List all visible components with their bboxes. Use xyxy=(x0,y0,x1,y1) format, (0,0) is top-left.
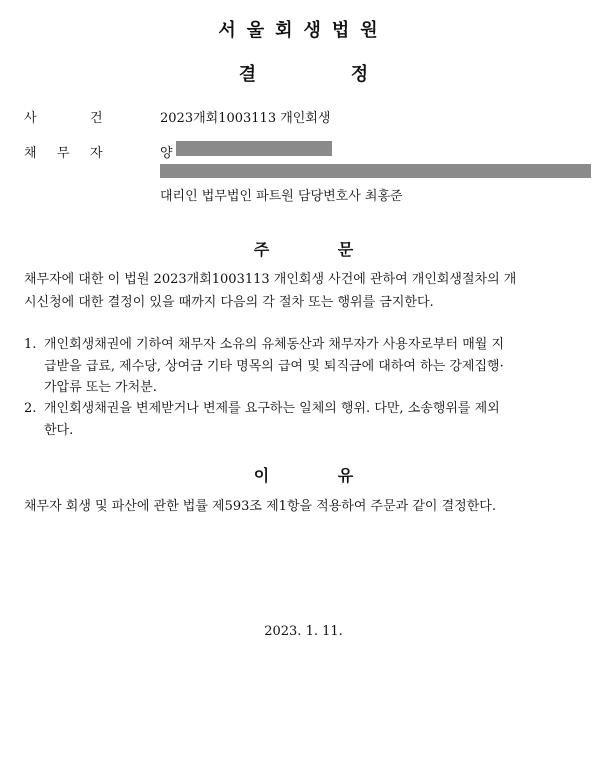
decision-date: 2023. 1. 11. xyxy=(264,624,343,639)
case-number: 2023개회1003113 개인회생 xyxy=(160,111,331,126)
reason-heading: 이 유 xyxy=(253,466,354,485)
representative: 대리인 법무법인 파트원 담당변호사 최홍준 xyxy=(160,189,403,204)
document-type-title xyxy=(0,60,607,86)
order-item-1-line-3: 가압류 또는 가처분. xyxy=(44,380,157,395)
order-item-2-line-2: 한다. xyxy=(44,423,74,438)
case-label: 사 건 xyxy=(24,111,103,126)
order-item-number-1: 1. xyxy=(24,337,37,352)
order-item-number-2: 2. xyxy=(24,401,37,416)
order-item-1-line-2: 급받을 급료, 제수당, 상여금 기타 명목의 급여 및 퇴직금에 대하여 하는 강제집행· xyxy=(44,359,504,374)
court-name: 서울회생법원 xyxy=(218,20,389,41)
redacted-debtor-name xyxy=(176,141,332,156)
redacted-debtor-address xyxy=(160,164,591,178)
debtor-name: 양 xyxy=(160,146,173,161)
doc-type-char-2: 정 xyxy=(350,64,369,85)
doc-type-char-1: 결 xyxy=(238,64,257,85)
order-intro-line-2: 시신청에 대한 결정이 있을 때까지 다음의 각 절차 또는 행위를 금지한다. xyxy=(24,295,434,310)
debtor-label: 채 무 자 xyxy=(24,146,103,161)
order-item-2-line-1: 개인회생채권을 변제받거나 변제를 요구하는 일체의 행위. 다만, 소송행위를 제외 xyxy=(44,401,500,416)
reason-text: 채무자 회생 및 파산에 관한 법률 제593조 제1항을 적용하여 주문과 같이 결정한다. xyxy=(24,499,496,514)
order-heading: 주 문 xyxy=(253,240,354,259)
order-item-1-line-1: 개인회생채권에 기하여 채무자 소유의 유체동산과 채무자가 사용자로부터 매월 지 xyxy=(44,337,505,352)
order-intro-line-1: 채무자에 대한 이 법원 2023개회1003113 개인회생 사건에 관하여 개인회생절차의 개 xyxy=(24,272,517,287)
